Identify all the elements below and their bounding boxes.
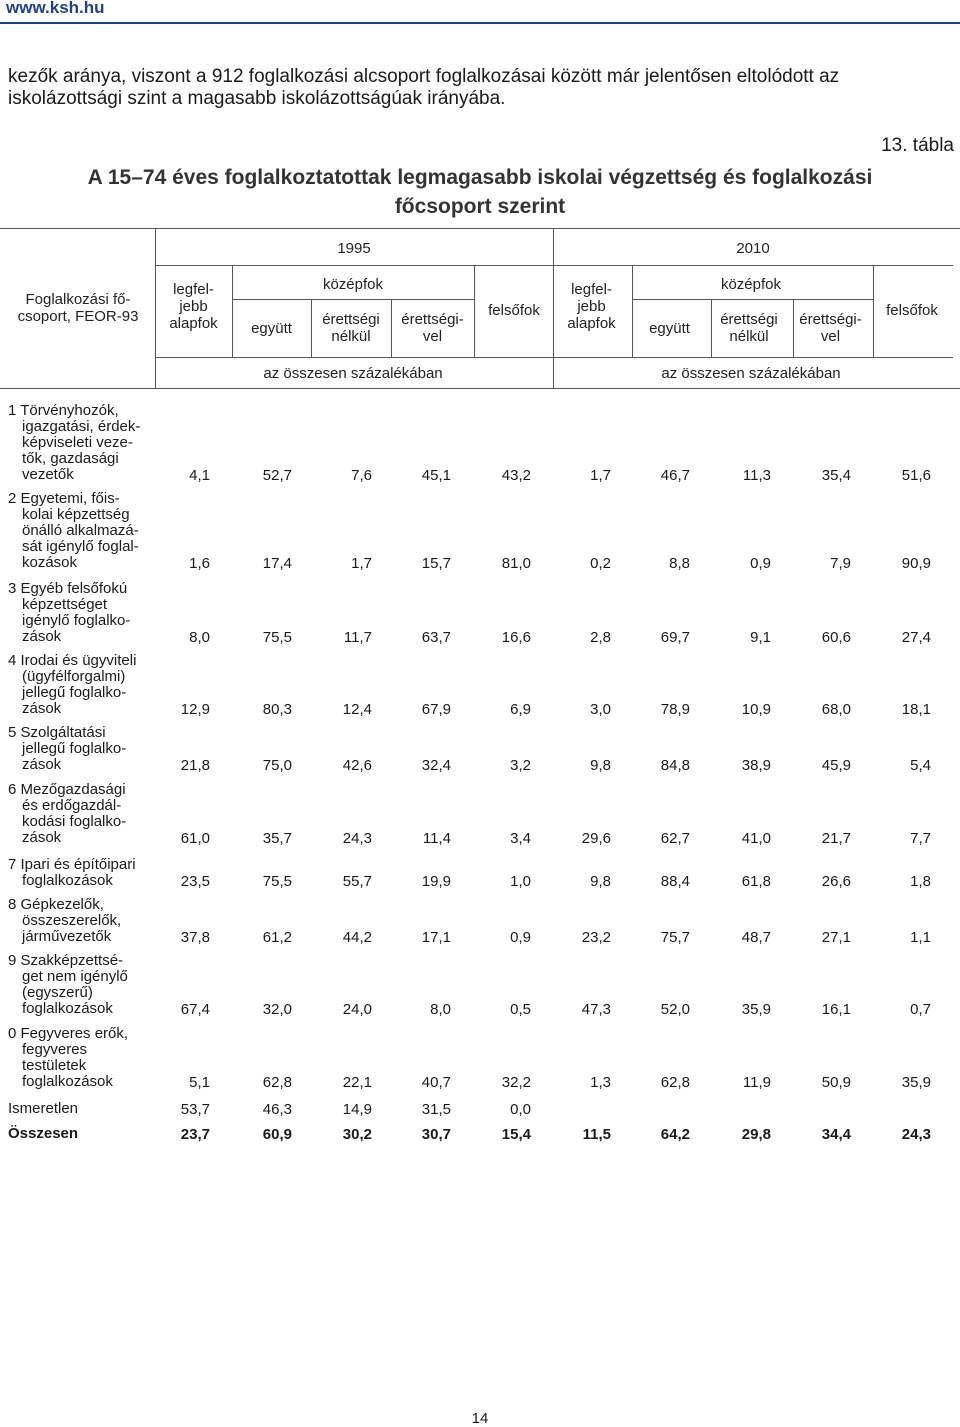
table-cell: 0,9: [750, 555, 771, 572]
table-cell: 60,6: [821, 629, 851, 646]
table-cell: 80,3: [262, 701, 292, 718]
table-cell: 0,2: [590, 555, 611, 572]
table-cell: 35,4: [821, 467, 851, 484]
header-top-rule: [0, 228, 960, 229]
erettsegivel-2010: érettségi- vel: [799, 311, 862, 345]
table-cell: 42,6: [342, 757, 372, 774]
row-label-rest: kolai képzettség önálló alkalmazá- sát igénylő foglal- kozások: [22, 506, 139, 571]
table-cell: 23,2: [581, 929, 611, 946]
table-cell: 8,0: [430, 1001, 451, 1018]
row-label-first: 1 Törvényhozók,: [8, 402, 119, 419]
table-cell: 1,6: [189, 555, 210, 572]
table-cell: 18,1: [901, 701, 931, 718]
table-cell: 51,6: [901, 467, 931, 484]
table-title-line1: A 15–74 éves foglalkoztatottak legmagasabb iskolai végzettség és foglalkozási: [87, 166, 873, 189]
table-cell: 53,7: [180, 1101, 210, 1118]
intro-paragraph: kezők aránya, viszont a 912 foglalkozási alcsoport foglalkozásai között már jelentősen eltolódott az iskolázottsági szint a magasabb iskolázottságúak irányába.: [8, 66, 840, 109]
table-cell: 45,1: [421, 467, 451, 484]
row-label-rest: jellegű foglalko- zások: [22, 740, 127, 773]
table-cell: 84,8: [660, 757, 690, 774]
table-cell: 38,9: [741, 757, 771, 774]
table-cell: 61,2: [262, 929, 292, 946]
table-cell: 41,0: [741, 830, 771, 847]
row-label-first: 3 Egyéb felsőfokú: [8, 580, 128, 597]
table-cell: 64,2: [660, 1126, 690, 1143]
erettsegivel-1995: érettségi- vel: [401, 311, 464, 345]
row-label-first: 9 Szakképzettsé-: [8, 952, 124, 969]
table-cell: 44,2: [342, 929, 372, 946]
table-cell: 1,0: [510, 873, 531, 890]
row-label-rest: (ügyfélforgalmi) jellegű foglalko- zások: [22, 668, 127, 717]
table-cell: 55,7: [342, 873, 372, 890]
table-cell: 90,9: [901, 555, 931, 572]
row-label-rest: összeszerelők, járművezetők: [22, 912, 122, 945]
erettsegi-nelkul-1995: érettségi nélkül: [322, 311, 380, 345]
table-cell: 12,4: [342, 701, 372, 718]
table-cell: 3,2: [510, 757, 531, 774]
table-cell: 88,4: [660, 873, 690, 890]
row-header: Foglalkozási fő- csoport, FEOR-93: [17, 291, 139, 325]
table-cell: 3,4: [510, 830, 531, 847]
kozepfok-1995: középfok: [322, 276, 384, 293]
table-cell: 40,7: [421, 1074, 451, 1091]
table-cell: 61,8: [741, 873, 771, 890]
felsofok-2010: felsőfok: [886, 302, 938, 319]
row-label-first: 2 Egyetemi, főis-: [8, 490, 120, 507]
table-cell: 32,0: [262, 1001, 292, 1018]
table-cell: 50,9: [821, 1074, 851, 1091]
row-label-first: 6 Mezőgazdasági: [8, 781, 126, 798]
legfeljebb-1995: legfel- jebb alapfok: [169, 281, 218, 332]
table-cell: 24,3: [342, 830, 372, 847]
row-label-rest: get nem igénylő (egyszerű) foglalkozások: [22, 968, 128, 1017]
table-cell: 69,7: [660, 629, 690, 646]
table-cell: 32,2: [501, 1074, 531, 1091]
table-cell: 15,4: [501, 1126, 531, 1143]
egyutt-2010: együtt: [649, 320, 690, 337]
vrule-note-mid: [553, 357, 554, 388]
table-cell: 78,9: [660, 701, 690, 718]
year-rule: [155, 265, 953, 266]
table-cell: 75,5: [262, 629, 292, 646]
percent-note-1995: az összesen százalékában: [263, 365, 443, 382]
table-cell: 3,0: [590, 701, 611, 718]
table-cell: 0,0: [510, 1101, 531, 1118]
row-label-rest: igazgatási, érdek- képviseleti veze- tők, gazdasági vezetők: [22, 418, 141, 483]
table-cell: 75,0: [262, 757, 292, 774]
row-label-first: 0 Fegyveres erők,: [8, 1025, 129, 1042]
table-cell: 7,6: [351, 467, 372, 484]
table-cell: 16,1: [821, 1001, 851, 1018]
table-cell: 62,8: [660, 1074, 690, 1091]
header-bottom-rule: [0, 388, 960, 389]
felsofok-1995: felsőfok: [488, 302, 540, 319]
kozepfok-rule-2010: [632, 299, 873, 300]
row-label-rest: foglalkozások: [22, 872, 113, 889]
percent-note-2010: az összesen százalékában: [661, 365, 841, 382]
percent-rule: [155, 357, 953, 358]
table-cell: 45,9: [821, 757, 851, 774]
table-cell: 63,7: [421, 629, 451, 646]
table-cell: 4,1: [189, 467, 210, 484]
table-cell: 67,9: [421, 701, 451, 718]
table-cell: 21,7: [821, 830, 851, 847]
row-label-first: 5 Szolgáltatási: [8, 724, 106, 741]
table-cell: 24,3: [901, 1126, 931, 1143]
table-cell: 11,4: [422, 830, 451, 847]
table-cell: 61,0: [180, 830, 210, 847]
table-cell: 43,2: [501, 467, 531, 484]
table-cell: 1,1: [910, 929, 931, 946]
row-label-rest: képzettséget igénylő foglalko- zások: [22, 596, 131, 645]
table-cell: 11,3: [742, 467, 771, 484]
table-cell: 21,8: [180, 757, 210, 774]
table-cell: 1,3: [590, 1074, 611, 1091]
table-cell: 12,9: [180, 701, 210, 718]
table-cell: 52,0: [660, 1001, 690, 1018]
egyutt-1995: együtt: [251, 320, 292, 337]
table-cell: 1,7: [590, 467, 611, 484]
table-cell: 10,9: [741, 701, 771, 718]
table-cell: 30,7: [421, 1126, 451, 1143]
table-cell: 16,6: [501, 629, 531, 646]
table-cell: 15,7: [421, 555, 451, 572]
row-label-first: Ismeretlen: [8, 1100, 79, 1117]
table-cell: 19,9: [421, 873, 451, 890]
table-cell: 26,6: [821, 873, 851, 890]
row-label-first: Összesen: [8, 1125, 79, 1142]
table-cell: 60,9: [262, 1126, 292, 1143]
table-cell: 8,0: [189, 629, 210, 646]
row-label-first: 7 Ipari és építőipari: [8, 856, 136, 873]
table-cell: 62,7: [660, 830, 690, 847]
table-cell: 8,8: [669, 555, 690, 572]
table-cell: 17,4: [262, 555, 292, 572]
table-cell: 68,0: [821, 701, 851, 718]
table-cell: 30,2: [342, 1126, 372, 1143]
site-url[interactable]: www.ksh.hu: [6, 0, 105, 17]
year-2010: 2010: [736, 240, 770, 257]
table-cell: 27,1: [821, 929, 851, 946]
table-cell: 37,8: [180, 929, 210, 946]
table-title: [40, 163, 920, 221]
table-cell: 7,7: [910, 830, 931, 847]
table-cell: 17,1: [421, 929, 451, 946]
row-label-rest: és erdőgazdál- kodási foglalko- zások: [22, 797, 127, 846]
table-cell: 46,7: [660, 467, 690, 484]
row-label-first: 4 Irodai és ügyviteli: [8, 652, 137, 669]
table-cell: 46,3: [262, 1101, 292, 1118]
table-number: 13. tábla: [881, 135, 954, 156]
table-cell: 22,1: [342, 1074, 372, 1091]
vrule-note-1995-left: [155, 357, 156, 388]
row-label-rest: fegyveres testületek foglalkozások: [22, 1041, 113, 1090]
table-cell: 29,8: [741, 1126, 771, 1143]
kozepfok-2010: középfok: [720, 276, 782, 293]
table-cell: 35,9: [741, 1001, 771, 1018]
header-rule: [0, 22, 960, 24]
kozepfok-rule-1995: [232, 299, 474, 300]
table-cell: 11,5: [582, 1126, 611, 1143]
table-cell: 27,4: [901, 629, 931, 646]
table-cell: 23,7: [180, 1126, 210, 1143]
table-cell: 32,4: [421, 757, 451, 774]
table-cell: 1,8: [910, 873, 931, 890]
table-cell: 23,5: [180, 873, 210, 890]
table-cell: 0,7: [910, 1001, 931, 1018]
table-cell: 9,8: [590, 873, 611, 890]
legfeljebb-2010: legfel- jebb alapfok: [567, 281, 616, 332]
table-cell: 5,1: [189, 1074, 210, 1091]
table-title-line2: főcsoport szerint: [394, 195, 566, 218]
table-cell: 1,7: [351, 555, 372, 572]
table-cell: 52,7: [262, 467, 292, 484]
table-cell: 0,5: [510, 1001, 531, 1018]
table-cell: 35,7: [262, 830, 292, 847]
table-cell: 75,7: [660, 929, 690, 946]
table-cell: 11,9: [742, 1074, 771, 1091]
table-cell: 7,9: [830, 555, 851, 572]
table-cell: 48,7: [741, 929, 771, 946]
table-cell: 5,4: [910, 757, 931, 774]
table-cell: 14,9: [342, 1101, 372, 1118]
table-cell: 11,7: [343, 629, 372, 646]
table-cell: 35,9: [901, 1074, 931, 1091]
table-cell: 9,1: [750, 629, 771, 646]
table-cell: 29,6: [581, 830, 611, 847]
table-cell: 9,8: [590, 757, 611, 774]
table-cell: 6,9: [510, 701, 531, 718]
row-label-first: 8 Gépkezelők,: [8, 896, 104, 913]
table-cell: 2,8: [590, 629, 611, 646]
table-cell: 24,0: [342, 1001, 372, 1018]
table-cell: 47,3: [581, 1001, 611, 1018]
erettsegi-nelkul-2010: érettségi nélkül: [720, 311, 778, 345]
table-cell: 31,5: [421, 1101, 451, 1118]
page-number: 14: [471, 1410, 489, 1427]
table-cell: 0,9: [510, 929, 531, 946]
year-1995: 1995: [337, 240, 371, 257]
table-cell: 67,4: [180, 1001, 210, 1018]
table-cell: 75,5: [262, 873, 292, 890]
table-cell: 34,4: [821, 1126, 851, 1143]
table-cell: 81,0: [501, 555, 531, 572]
table-cell: 62,8: [262, 1074, 292, 1091]
